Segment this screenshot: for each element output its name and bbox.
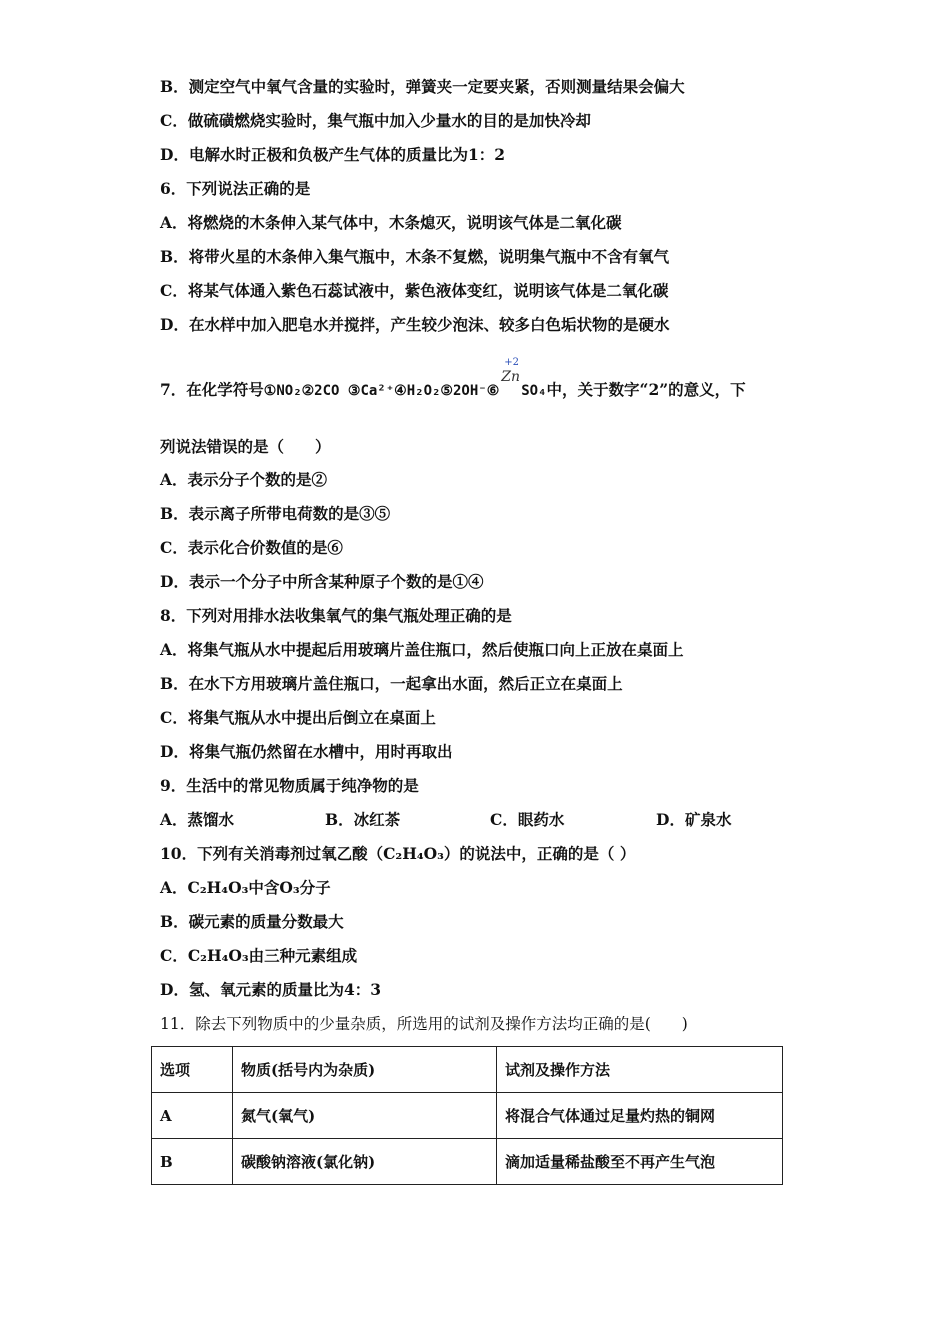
q7-stem-pre: 7．在化学符号	[160, 380, 264, 399]
table-cell: B	[152, 1139, 233, 1185]
q5-option-d: D．电解水时正极和负极产生气体的质量比为1：2	[160, 145, 506, 164]
q6-option-b: B．将带火星的木条伸入集气瓶中，木条不复燃，说明集气瓶中不含有氧气	[160, 247, 670, 266]
q11-table	[151, 1046, 783, 1185]
q9-option-d: D．矿泉水	[656, 810, 732, 829]
table-row	[152, 1139, 783, 1185]
q8-option-d: D．将集气瓶仍然留在水槽中，用时再取出	[160, 742, 453, 761]
q7-zn-element: Zn	[501, 369, 520, 385]
q5-option-b: B．测定空气中氧气含量的实验时，弹簧夹一定要夹紧，否则测量结果会偏大	[160, 77, 685, 96]
table-header-row	[152, 1047, 783, 1093]
q7-option-d: D．表示一个分子中所含某种原子个数的是①④	[160, 572, 484, 591]
q10-option-c: C．C₂H₄O₃由三种元素组成	[160, 946, 358, 965]
q10-stem: 10．下列有关消毒剂过氧乙酸（C₂H₄O₃）的说法中，正确的是（ ）	[160, 844, 636, 863]
q9-option-c: C．眼药水	[490, 810, 565, 829]
q8-option-a: A．将集气瓶从水中提起后用玻璃片盖住瓶口，然后使瓶口向上正放在桌面上	[160, 640, 684, 659]
q7-symbols: ①NO₂②2CO ③Ca²⁺④H₂O₂⑤2OH⁻⑥	[263, 383, 500, 399]
q7-stem-post: 中，关于数字“2”的意义，下	[546, 380, 746, 399]
q7-formula-tail: SO₄	[521, 383, 547, 399]
q7-zn-valence	[499, 357, 521, 395]
q8-stem: 8．下列对用排水法收集氧气的集气瓶处理正确的是	[160, 606, 512, 625]
q8-option-b: B．在水下方用玻璃片盖住瓶口，一起拿出水面，然后正立在桌面上	[160, 674, 623, 693]
table-cell: 滴加适量稀盐酸至不再产生气泡	[497, 1139, 783, 1185]
q6-stem: 6．下列说法正确的是	[160, 179, 311, 198]
q6-option-c: C．将某气体通入紫色石蕊试液中，紫色液体变红，说明该气体是二氧化碳	[160, 281, 669, 300]
q7-stem	[160, 357, 746, 401]
q8-option-c: C．将集气瓶从水中提出后倒立在桌面上	[160, 708, 436, 727]
table-row	[152, 1093, 783, 1139]
table-cell: 将混合气体通过足量灼热的铜网	[497, 1093, 783, 1139]
q7-option-c: C．表示化合价数值的是⑥	[160, 538, 343, 557]
q7-zn-sign: +2	[504, 357, 519, 368]
table-cell: A	[152, 1093, 233, 1139]
q7-option-b: B．表示离子所带电荷数的是③⑤	[160, 504, 391, 523]
table-header-cell: 物质(括号内为杂质)	[233, 1047, 497, 1093]
q10-option-d: D．氢、氧元素的质量比为4：3	[160, 980, 382, 999]
q9-stem: 9．生活中的常见物质属于纯净物的是	[160, 776, 419, 795]
table-header-cell: 选项	[152, 1047, 233, 1093]
q9-option-b: B．冰红茶	[325, 810, 401, 829]
q6-option-a: A．将燃烧的木条伸入某气体中，木条熄灭，说明该气体是二氧化碳	[160, 213, 622, 232]
table-header-cell: 试剂及操作方法	[497, 1047, 783, 1093]
q9-option-a: A．蒸馏水	[160, 810, 235, 829]
q7-stem-continued: 列说法错误的是（ ）	[160, 437, 331, 456]
table-cell: 碳酸钠溶液(氯化钠)	[233, 1139, 497, 1185]
q7-option-a: A．表示分子个数的是②	[160, 470, 328, 489]
q11-stem: 11．除去下列物质中的少量杂质，所选用的试剂及操作方法均正确的是( )	[160, 1015, 688, 1033]
q10-option-a: A．C₂H₄O₃中含O₃分子	[160, 878, 331, 897]
table-cell: 氮气(氧气)	[233, 1093, 497, 1139]
q6-option-d: D．在水样中加入肥皂水并搅拌，产生较少泡沫、较多白色垢状物的是硬水	[160, 315, 670, 334]
q10-option-b: B．碳元素的质量分数最大	[160, 912, 344, 931]
q5-option-c: C．做硫磺燃烧实验时，集气瓶中加入少量水的目的是加快冷却	[160, 111, 591, 130]
